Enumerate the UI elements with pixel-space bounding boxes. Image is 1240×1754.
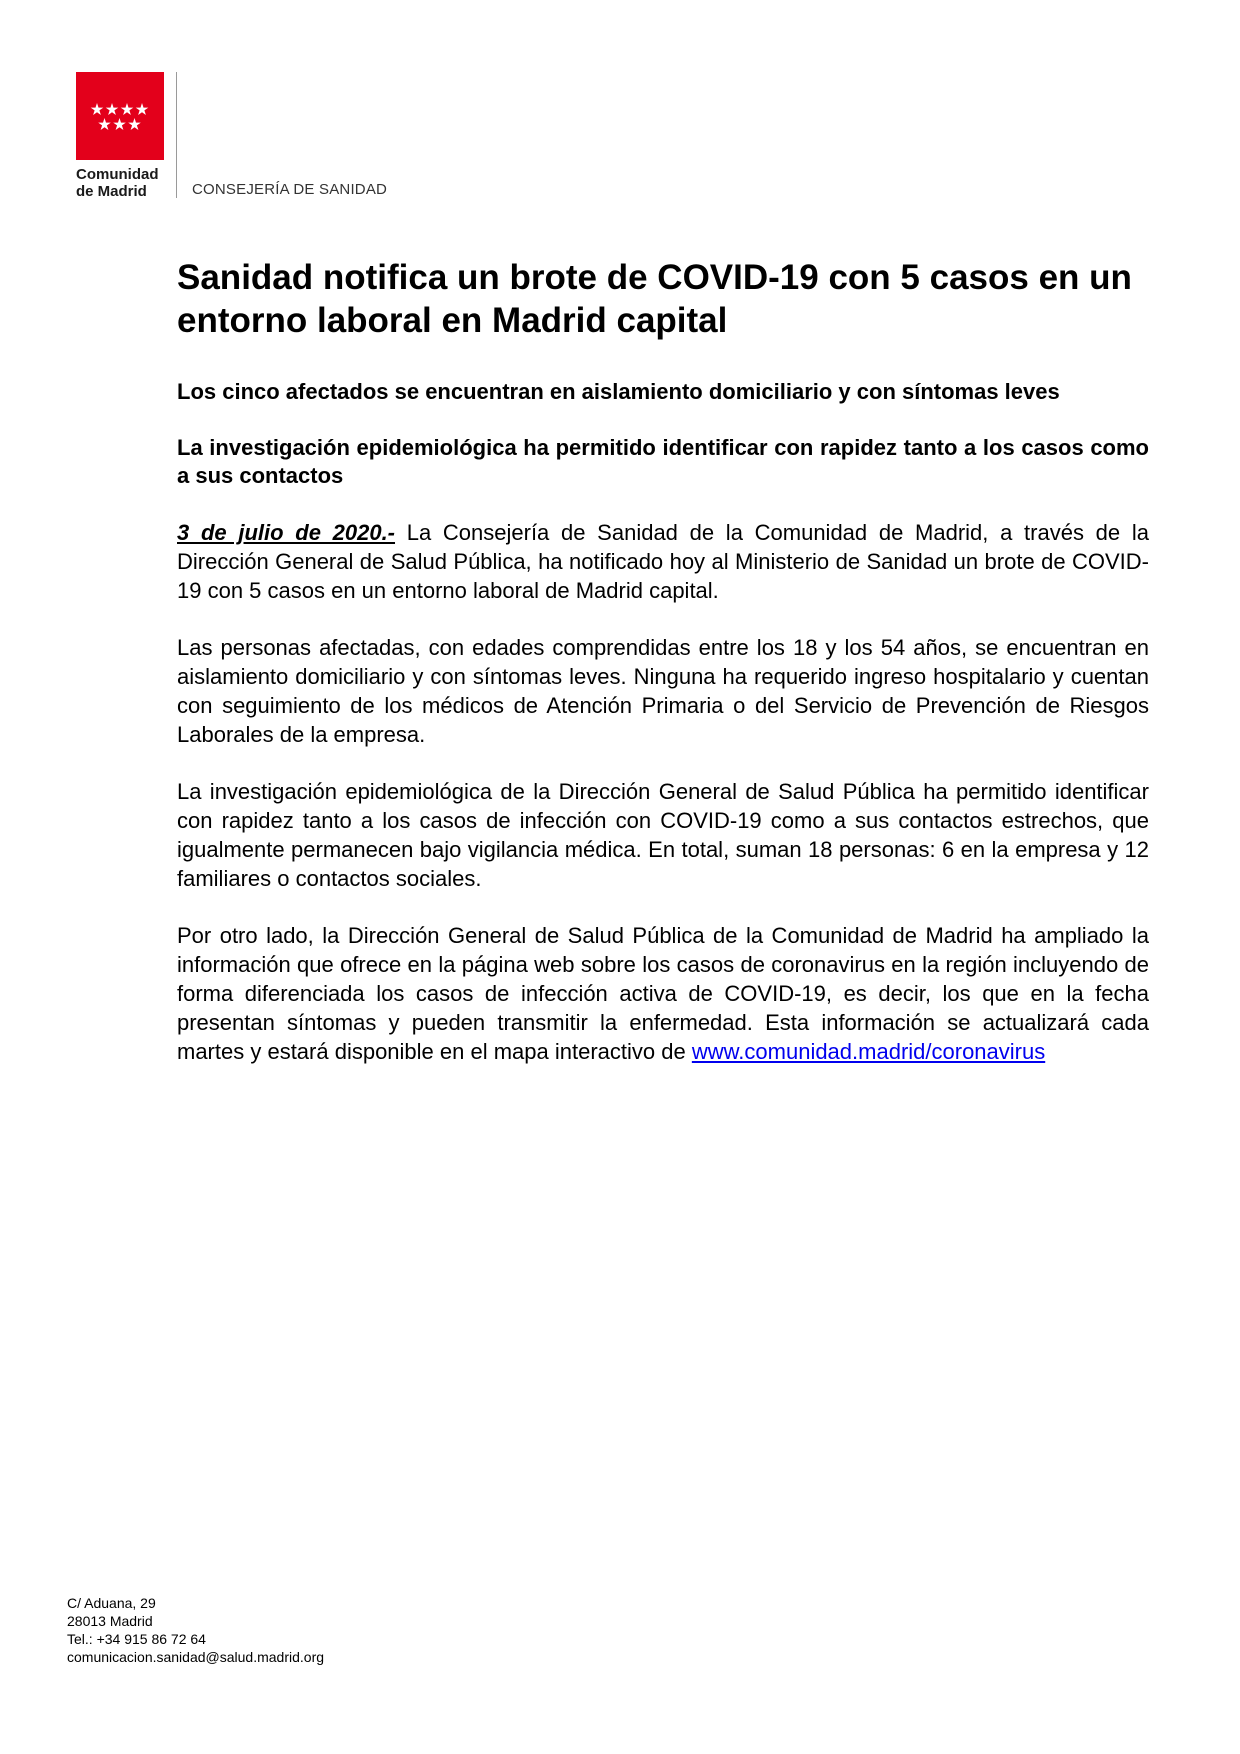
subheading: Los cinco afectados se encuentran en aislamiento domiciliario y con síntomas leves [177, 379, 1060, 404]
footer-city: 28013 Madrid [67, 1613, 153, 1629]
closing-paragraph-text: Por otro lado, la Dirección General de Salud Pública de la Comunidad de Madrid ha ampliado la información que ofrece en la página web sobre los casos de coronavirus en la región incluyendo de forma diferenciada los casos de infección activa de COVID-19, es decir, los que en la fecha presentan síntomas y pueden transmitir la enfermedad. Esta información se actualizará cada martes y estará disponible en el mapa interactivo de [177, 923, 1149, 1064]
closing-paragraph [177, 921, 1149, 1066]
dateline: 3 de julio de 2020.- [177, 520, 396, 545]
department-name: CONSEJERÍA DE SANIDAD [192, 181, 388, 198]
star-icon [121, 103, 134, 115]
star-icon [136, 103, 149, 115]
star-icon [113, 118, 126, 130]
comunidad-madrid-logo [76, 72, 164, 160]
star-icon [98, 118, 111, 130]
star-icon [128, 118, 141, 130]
stars-icon [76, 72, 164, 160]
logo-wordmark [76, 166, 159, 200]
headline: Sanidad notifica un brote de COVID-19 con 5 casos en un entorno laboral en Madrid capital [177, 258, 1132, 340]
star-icon [91, 103, 104, 115]
header-divider [176, 72, 177, 198]
star-icon [106, 103, 119, 115]
footer-email: comunicacion.sanidad@salud.madrid.org [67, 1649, 325, 1665]
body-paragraph: Las personas afectadas, con edades comprendidas entre los 18 y los 54 años, se encuentran en aislamiento domiciliario y con síntomas leves. Ninguna ha requerido ingreso hospitalario y cuentan con seguimiento de los médicos de Atención Primaria o del Servicio de Prevención de Riesgos Laborales de la empresa. [177, 635, 1149, 747]
footer-address: C/ Aduana, 29 [67, 1595, 156, 1611]
press-release-body [177, 256, 1149, 1066]
footer-phone: Tel.: +34 915 86 72 64 [67, 1631, 206, 1647]
contact-footer [67, 1594, 324, 1666]
logo-line-2: de Madrid [76, 183, 147, 200]
body-paragraph: La investigación epidemiológica de la Dirección General de Salud Pública ha permitido identificar con rapidez tanto a los casos de infección con COVID-19 como a sus contactos estrechos, que igualmente permanecen bajo vigilancia médica. En total, suman 18 personas: 6 en la empresa y 12 familiares o contactos sociales. [177, 779, 1149, 891]
lead-paragraph-text: La Consejería de Sanidad de la Comunidad de Madrid, a través de la Dirección General de Salud Pública, ha notificado hoy al Ministerio de Sanidad un brote de COVID-19 con 5 casos en un entorno laboral de Madrid capital. [177, 520, 1149, 603]
subheading: La investigación epidemiológica ha permitido identificar con rapidez tanto a los casos como a sus contactos [177, 435, 1149, 488]
logo-line-1: Comunidad [76, 166, 159, 183]
coronavirus-info-link[interactable]: www.comunidad.madrid/coronavirus [691, 1039, 1046, 1064]
lead-paragraph [177, 518, 1149, 605]
